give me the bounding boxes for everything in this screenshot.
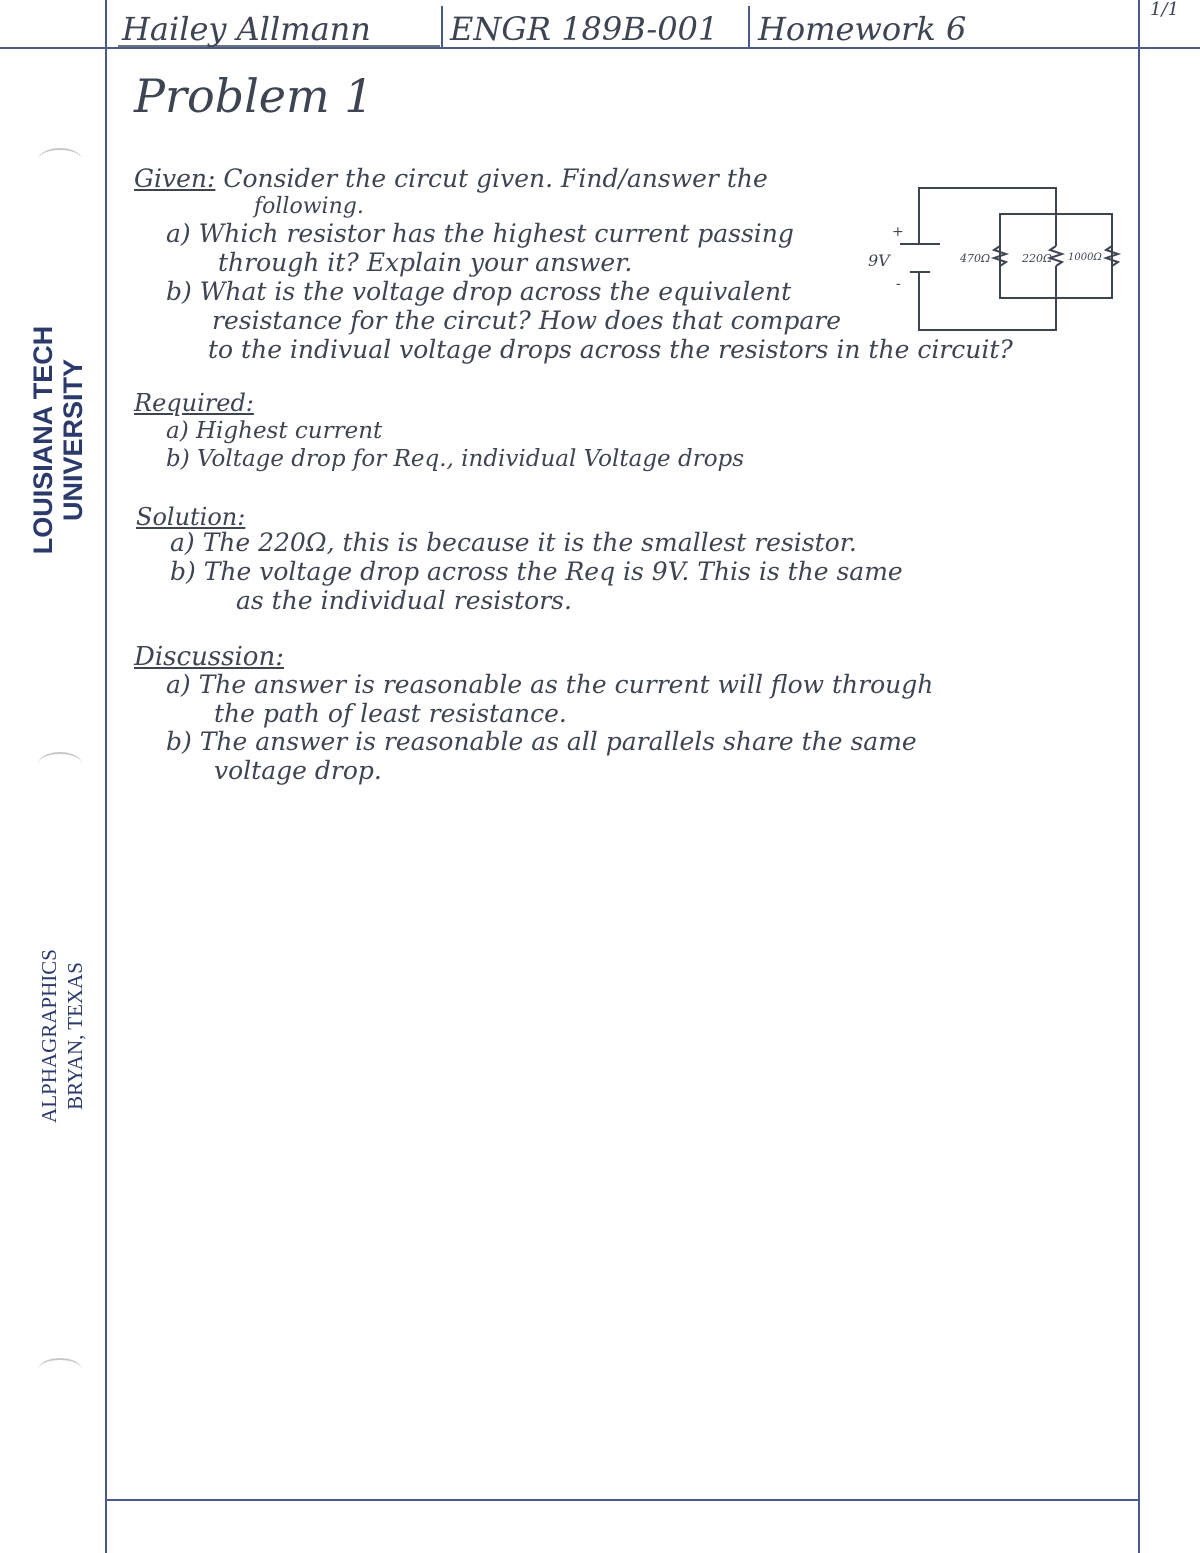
solution-label: Solution:: [136, 503, 246, 531]
resistor-220-label: 220Ω: [1022, 252, 1053, 265]
discussion-a-line-1: a) The answer is reasonable as the current will flow through: [166, 670, 934, 699]
discussion-b-line-1: b) The answer is reasonable as all parallels share the same: [166, 727, 917, 756]
given-b-line-3: to the indivual voltage drops across the resistors in the circuit?: [208, 335, 1013, 364]
given-b-line-2: resistance for the circut? How does that compare: [212, 306, 842, 335]
binder-hole-top: [38, 148, 82, 172]
required-b: b) Voltage drop for Req., individual Voltage drops: [166, 446, 745, 472]
discussion-label: Discussion:: [134, 642, 284, 672]
discussion-b-line-2: voltage drop.: [214, 756, 382, 785]
resistor-470-label: 470Ω: [960, 252, 991, 265]
binder-hole-middle: [38, 752, 82, 776]
battery-plus-sign: +: [892, 224, 904, 240]
brand-line-2: UNIVERSITY: [58, 358, 88, 522]
circuit-diagram: [862, 180, 1122, 340]
printer-line-2: BRYAN, TEXAS: [63, 962, 87, 1110]
problem-title: Problem 1: [134, 69, 374, 123]
given-a-line-1: a) Which resistor has the highest current passing: [166, 219, 794, 248]
course-code: ENGR 189B-001: [450, 10, 719, 48]
page-marker: 1/1: [1150, 0, 1179, 20]
discussion-a-line-2: the path of least resistance.: [214, 699, 567, 728]
assignment-title: Homework 6: [758, 10, 967, 48]
university-brand: [28, 320, 88, 560]
solution-b-line-2: as the individual resistors.: [236, 586, 572, 615]
given-line-1: [134, 164, 768, 194]
given-label: Given:: [134, 164, 216, 193]
battery-voltage-label: 9V: [868, 251, 890, 270]
given-text-1: Consider the circut given. Find/answer the: [223, 164, 768, 193]
binder-hole-bottom: [38, 1358, 82, 1382]
given-line-2: following.: [254, 194, 364, 219]
given-a-line-2: through it? Explain your answer.: [218, 248, 633, 277]
required-a: a) Highest current: [166, 418, 383, 444]
brand-line-1: LOUISIANA TECH: [28, 325, 58, 555]
solution-b-line-1: b) The voltage drop across the Req is 9V. This is the same: [170, 557, 903, 586]
resistor-1000-label: 1000Ω: [1068, 252, 1102, 263]
given-b-line-1: b) What is the voltage drop across the equivalent: [166, 277, 792, 306]
required-label: Required:: [134, 389, 254, 417]
circuit-wire-bottom: [919, 276, 1056, 330]
battery-minus-sign: -: [896, 276, 901, 292]
printer-line-1: ALPHAGRAPHICS: [37, 949, 61, 1123]
student-name: Hailey Allmann: [122, 10, 371, 48]
printer-imprint: [36, 936, 88, 1136]
solution-a: a) The 220Ω, this is because it is the smallest resistor.: [170, 528, 857, 557]
